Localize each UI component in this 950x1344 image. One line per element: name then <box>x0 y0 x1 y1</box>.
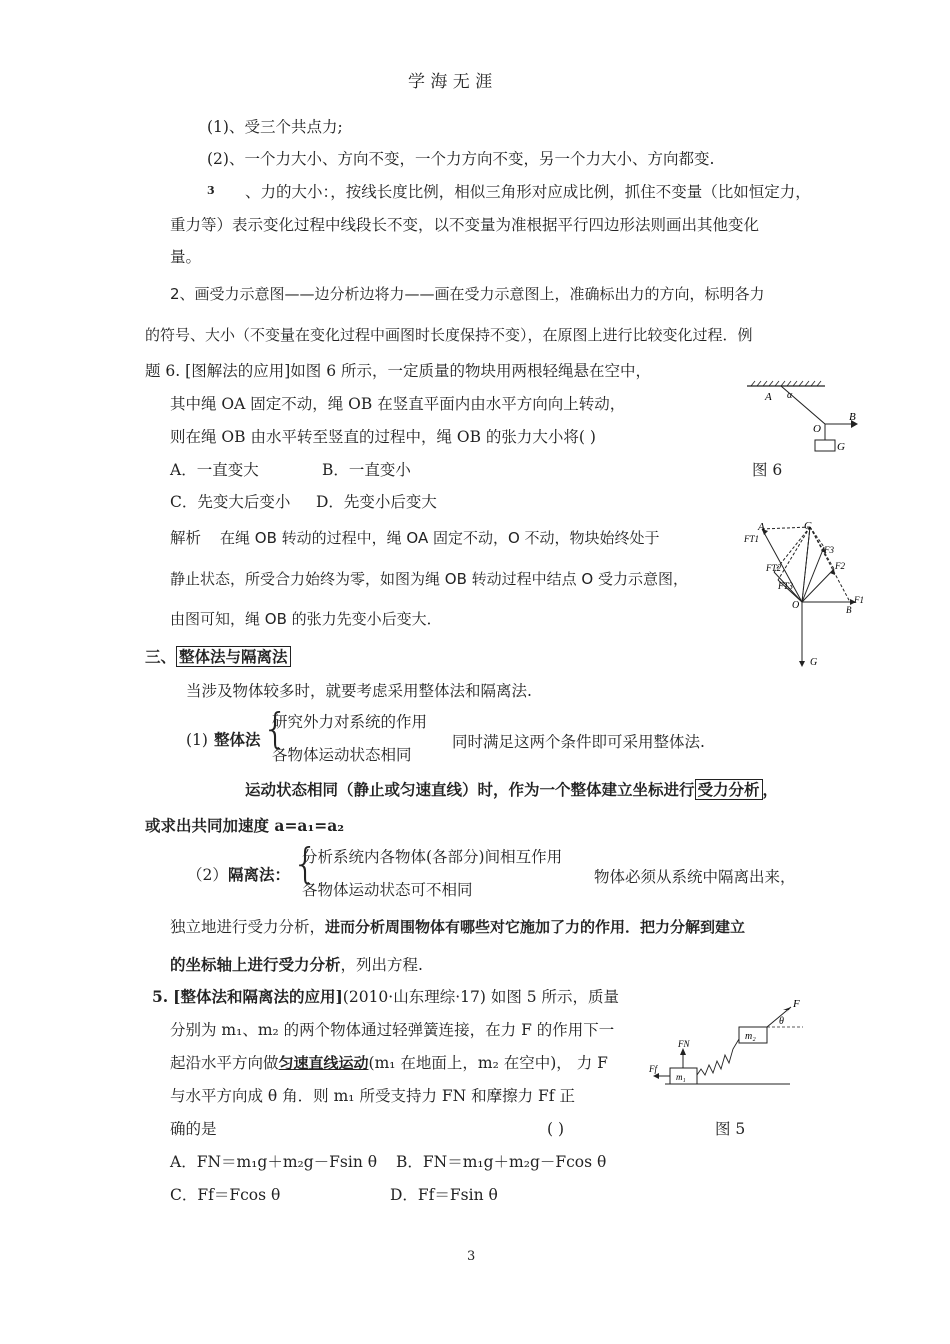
condition-3-marker: 3 <box>207 184 215 197</box>
condition-3-line3: 量。 <box>170 248 202 266</box>
example5-number: 5. <box>152 987 169 1006</box>
force-diagram <box>740 515 870 670</box>
whole-condition-1: 研究外力对系统的作用 <box>272 713 428 731</box>
example5-line4: 与水平方向成 θ 角．则 m₁ 所受支持力 FN 和摩擦力 Ff 正 <box>170 1087 575 1105</box>
example6-option-a: A．一直变大 <box>170 461 259 479</box>
iso-method-label <box>228 866 290 885</box>
spring <box>697 1039 739 1075</box>
whole-bold-line1-text: 运动状态相同（静止或匀速直线）时，作为一个整体建立坐标进行 <box>245 780 695 799</box>
fd-label-ft2: FT2 <box>766 563 782 573</box>
fig6-label-o: O <box>813 423 821 435</box>
example5-line3-b: (m₁ 在地面上，m₂ 在空中)， 力 F <box>368 1054 608 1072</box>
fd-label-ft1: FT1 <box>744 534 760 544</box>
condition-2: (2)、一个力大小、方向不变，一个力方向不变，另一个力大小、方向都变. <box>207 150 715 168</box>
example5-line5: 确的是 <box>170 1120 217 1138</box>
uniform-motion-underlined: 匀速直线运动 <box>278 1054 369 1072</box>
page-number: 3 <box>467 1249 476 1264</box>
fd-label-g: G <box>810 657 818 668</box>
example5-option-c: C．Ff＝Fcos θ <box>170 1186 281 1204</box>
analysis-label: 解析 <box>170 529 202 547</box>
fig6-label-g: G <box>837 441 845 453</box>
fig5-label-theta: θ <box>779 1016 784 1027</box>
example5-line3-a: 起沿水平方向做 <box>170 1054 279 1072</box>
example6-line2: 其中绳 OA 固定不动，绳 OB 在竖直平面内由水平方向向上转动， <box>170 395 626 413</box>
analysis-line2: 静止状态，所受合力始终为零，如图为绳 OB 转动过程中结点 O 受力示意图， <box>170 570 688 588</box>
example5-line1 <box>152 988 619 1007</box>
example6-line1 <box>145 362 651 381</box>
iso-line2 <box>170 918 745 937</box>
example5-option-a: A．FN＝m₁g＋m₂g－Fsin θ <box>170 1153 378 1171</box>
iso-condition-2: 各物体运动状态可不相同 <box>302 881 473 899</box>
fd-label-c: C <box>804 520 812 532</box>
analysis-line1: 在绳 OB 转动的过程中，绳 OA 固定不动，O 不动，物块始终处于 <box>220 529 660 547</box>
fd-label-o: O <box>792 600 800 611</box>
step2-line2: 的符号、大小（不变量在变化过程中画图时长度保持不变），在原图上进行比较变化过程．例 <box>145 326 753 344</box>
fd-label-f3: F3 <box>824 545 834 555</box>
fig5-label-f: F <box>793 998 800 1010</box>
whole-condition-2: 各物体运动状态相同 <box>272 746 412 764</box>
section3-title: 整体法与隔离法 <box>176 646 291 667</box>
iso-line3-b: ，列出方程. <box>340 956 423 974</box>
example5-line1-rest: (2010·山东理综·17) 如图 5 所示，质量 <box>342 988 620 1006</box>
example5-line2: 分别为 m₁、m₂ 的两个物体通过轻弹簧连接，在力 F 的作用下一 <box>170 1021 615 1039</box>
fig5-label-m2: m₂ <box>745 1031 756 1042</box>
section3-heading <box>145 648 291 667</box>
fd-label-f2: F2 <box>835 561 845 571</box>
example5-option-b: B．FN＝m₁g＋m₂g－Fcos θ <box>396 1153 607 1171</box>
condition-3-line1: 、力的大小：，按线长度比例，相似三角形对应成比例，抓住不变量（比如恒定力， <box>245 183 811 201</box>
example5-option-d: D．Ff＝Fsin θ <box>390 1186 498 1204</box>
fig5-label-fn: FN <box>678 1039 690 1049</box>
whole-bold-line2: 或求出共同加速度 a=a₁=a₂ <box>145 816 345 835</box>
fd-label-a: A <box>758 521 765 533</box>
figure5-diagram <box>645 995 815 1090</box>
weight-block <box>815 440 835 451</box>
whole-bold-line1 <box>245 781 778 800</box>
figure5-caption: 图 5 <box>715 1120 746 1138</box>
iso-method-brace: { <box>292 839 319 888</box>
example6-option-b: B．一直变小 <box>322 461 411 479</box>
example5-tag: [整体法和隔离法的应用] <box>173 987 343 1006</box>
fig6-label-alpha: α <box>787 390 793 401</box>
fig5-label-ff: Ff <box>649 1064 657 1074</box>
example6-option-d: D．先变小后变大 <box>316 493 437 511</box>
iso-condition-1: 分析系统内各物体(各部分)间相互作用 <box>302 848 563 866</box>
fd-label-b: B <box>846 605 852 615</box>
iso-method-number: （2） <box>187 866 228 884</box>
iso-method-label-text: 隔离法 <box>228 865 275 884</box>
section3-intro: 当涉及物体较多时，就要考虑采用整体法和隔离法. <box>186 682 532 700</box>
example6-option-c: C．先变大后变小 <box>170 493 291 511</box>
page-header: 学 海 无 涯 <box>408 72 493 92</box>
fig6-label-b: B <box>849 411 856 423</box>
whole-method-number: (1) <box>186 731 208 749</box>
whole-method-note: 同时满足这两个条件即可采用整体法. <box>452 733 705 751</box>
condition-3-line2: 重力等）表示变化过程中线段长不变，以不变量为准根据平行四边形法则画出其他变化 <box>170 216 760 234</box>
example5-answer-paren: ( ) <box>547 1120 565 1138</box>
iso-line2-b: 进而分析周围物体有哪些对它施加了力的作用．把力分解到建立 <box>325 918 746 936</box>
force-analysis-boxed: 受力分析 <box>695 779 763 800</box>
condition-1: (1)、受三个共点力; <box>207 118 343 136</box>
section3-number: 三、 <box>145 647 177 666</box>
iso-line2-a: 独立地进行受力分析， <box>170 918 326 936</box>
fig5-label-m1: m₁ <box>676 1072 686 1082</box>
example6-line3: 则在绳 OB 由水平转至竖直的过程中，绳 OB 的张力大小将( ) <box>170 428 596 446</box>
example6-line1-rest: 如图 6 所示，一定质量的物块用两根轻绳悬在空中， <box>290 362 651 380</box>
iso-line3 <box>170 956 423 975</box>
fd-label-ft3: FT3 <box>778 581 794 591</box>
whole-method-brace: { <box>262 704 289 753</box>
iso-line3-a: 的坐标轴上进行受力分析 <box>170 955 341 974</box>
whole-bold-line1-end: ， <box>762 780 779 799</box>
figure6-caption: 图 6 <box>752 461 783 479</box>
fig6-label-a: A <box>765 391 772 403</box>
whole-method-label: 整体法 <box>214 730 261 749</box>
example5-line3 <box>170 1054 608 1073</box>
iso-method-colon: ： <box>274 865 291 884</box>
analysis-line3: 由图可知，绳 OB 的张力先变小后变大． <box>170 610 442 628</box>
step2-line1: 2、画受力示意图——边分析边将力——画在受力示意图上，准确标出力的方向，标明各力 <box>170 285 765 303</box>
figure6-diagram <box>745 378 860 456</box>
fd-label-f1: F1 <box>854 595 864 605</box>
iso-method-note: 物体必须从系统中隔离出来， <box>594 868 796 886</box>
example6-tag: [图解法的应用] <box>185 362 291 380</box>
example6-number: 题 6. <box>145 362 181 380</box>
